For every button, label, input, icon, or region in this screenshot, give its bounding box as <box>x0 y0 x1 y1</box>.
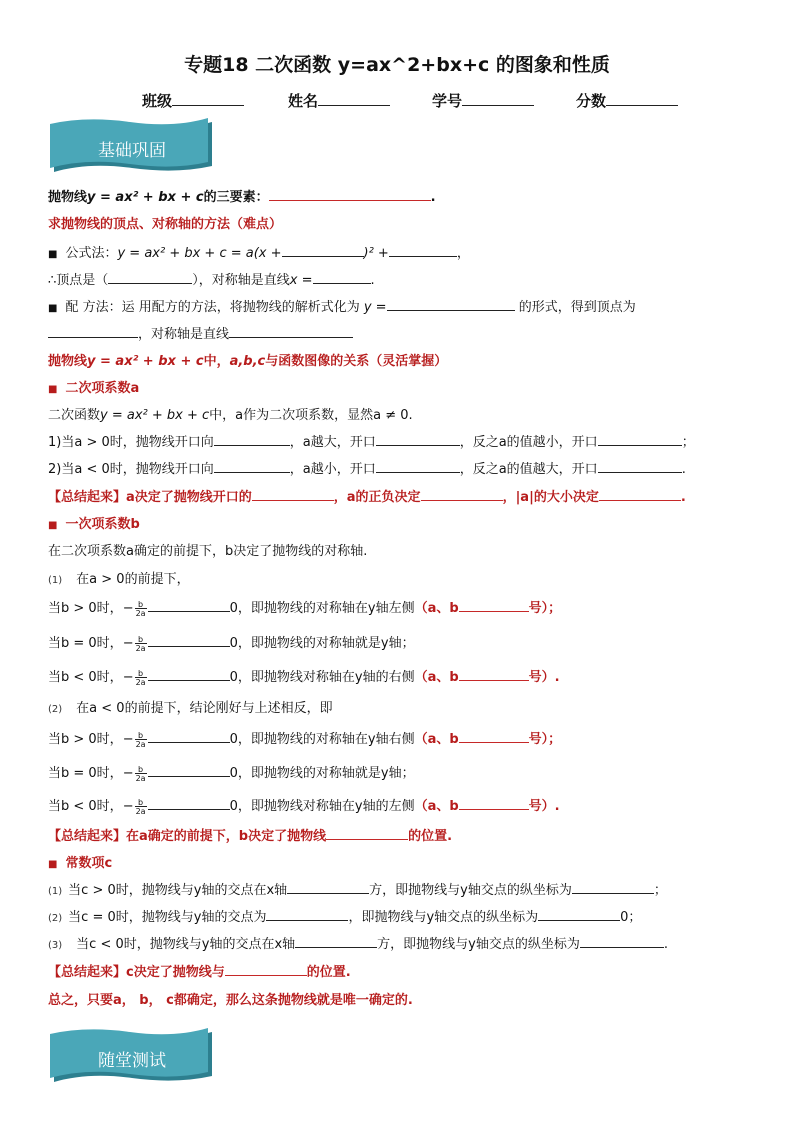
text: 的位置. <box>306 965 351 980</box>
text: ， <box>456 246 470 261</box>
denominator: 2a <box>135 773 146 783</box>
text: . <box>680 490 686 505</box>
text: ，即抛物线的对称轴在y轴左侧 <box>237 601 415 616</box>
text: 号）. <box>528 799 560 814</box>
text: 0 <box>229 732 238 747</box>
minus-sign: − <box>122 732 134 747</box>
text: 1)当a > 0时，抛物线开口向 <box>48 435 214 450</box>
text: ； <box>653 883 667 898</box>
section-banner-basic <box>48 118 216 174</box>
score-label: 分数 <box>576 92 607 110</box>
text: ，a越大，开口 <box>289 435 376 450</box>
formula: )² + <box>363 246 389 261</box>
text: 的形式，得到顶点为 <box>518 300 636 315</box>
coefficient-a-intro <box>48 404 413 423</box>
c-negative-line <box>48 933 668 952</box>
blank-k[interactable] <box>389 242 457 257</box>
id-label: 学号 <box>432 92 463 110</box>
text: （a、b <box>414 601 459 616</box>
text: 与函数图像的关系（灵活掌握） <box>265 354 448 369</box>
case-a-positive <box>48 568 190 587</box>
text: ，即抛物线的对称轴就是y轴； <box>237 766 415 781</box>
denominator: 2a <box>135 739 146 749</box>
text: 【总结起来】c决定了抛物线与 <box>48 965 225 980</box>
numerator: b <box>138 668 144 678</box>
vertex-blank-2[interactable] <box>48 323 138 338</box>
blank[interactable] <box>599 486 681 501</box>
text: 号）； <box>528 601 562 616</box>
blank[interactable] <box>459 728 529 743</box>
banner-label: 基础巩固 <box>98 141 166 161</box>
numerator: b <box>138 634 144 644</box>
blank-h[interactable] <box>282 242 364 257</box>
fraction <box>135 765 147 783</box>
text: ，a越小，开口 <box>289 462 376 477</box>
formula: a,b,c <box>229 354 266 369</box>
text: 抛物线 <box>48 190 88 205</box>
text: 0 <box>229 636 238 651</box>
blank[interactable] <box>572 879 654 894</box>
summary-a <box>48 486 686 505</box>
denominator: 2a <box>135 806 146 816</box>
blank[interactable] <box>459 666 529 681</box>
case-number: (2) <box>48 913 63 924</box>
case-number: (1) <box>48 575 63 586</box>
formula: y = ax² + bx + c <box>100 408 210 423</box>
conclusion: 总之，只要a， b， c都确定，那么这条抛物线就是唯一确定的. <box>48 993 413 1008</box>
class-field <box>142 90 244 111</box>
fraction <box>135 731 147 749</box>
relationship-heading <box>48 350 447 369</box>
blank[interactable] <box>214 431 290 446</box>
numerator: b <box>138 764 144 774</box>
vertex-form-blank[interactable] <box>387 296 515 311</box>
b-negative-line-2 <box>48 795 560 816</box>
text: ，即抛物线与y轴交点的纵坐标为 <box>348 910 539 925</box>
coefficient-b-heading <box>48 513 140 532</box>
text: 当b > 0时， <box>48 732 123 747</box>
text: 当c < 0时，抛物线与y轴的交点在x轴 <box>76 937 296 952</box>
blank[interactable] <box>252 486 334 501</box>
b-zero-line-2 <box>48 762 415 783</box>
blank[interactable] <box>214 458 290 473</box>
coefficient-b-intro: 在二次项系数a确定的前提下，b决定了抛物线的对称轴. <box>48 544 368 559</box>
text: 0 <box>229 601 238 616</box>
text: 方，即抛物线与y轴交点的纵坐标为 <box>377 937 580 952</box>
text: ； <box>681 435 695 450</box>
text: 抛物线 <box>48 354 88 369</box>
text: 在a < 0的前提下，结论刚好与上述相反，即 <box>76 701 333 716</box>
c-zero-line <box>48 906 641 925</box>
text: （a、b <box>414 670 459 685</box>
bullet-square-icon: ■ <box>48 249 58 260</box>
text: 当b < 0时， <box>48 670 123 685</box>
text: （a、b <box>414 732 459 747</box>
text: ，即抛物线对称轴在y轴的右侧 <box>237 670 415 685</box>
blank[interactable] <box>376 431 460 446</box>
section-banner-test <box>48 1028 216 1084</box>
minus-sign: − <box>122 799 134 814</box>
formula: x = <box>289 273 313 288</box>
text: 二次函数 <box>48 408 101 423</box>
summary-b <box>48 825 452 844</box>
text: ，a的正负决定 <box>333 490 421 505</box>
text: 中，a作为二次项系数，显然a ≠ 0. <box>209 408 413 423</box>
text: . <box>681 462 686 477</box>
constant-c-heading <box>48 852 112 871</box>
fraction <box>135 600 147 618</box>
blank[interactable] <box>148 597 230 612</box>
case-number: (3) <box>48 940 63 951</box>
axis-blank-2[interactable] <box>229 323 353 338</box>
blank[interactable] <box>376 458 460 473</box>
text: 0 <box>229 766 238 781</box>
bullet-square-icon: ■ <box>48 859 58 870</box>
coefficient-a-heading <box>48 377 139 396</box>
text: 常数项c <box>65 856 113 871</box>
name-field <box>288 90 390 111</box>
three-elements-line: 抛物线y = ax² + bx + c的三要素： . <box>48 186 436 205</box>
blank[interactable] <box>538 906 620 921</box>
method-heading: 求抛物线的顶点、对称轴的方法（难点） <box>48 217 283 232</box>
numerator: b <box>138 797 144 807</box>
text: 0； <box>620 910 642 925</box>
text: ），对称轴是直线 <box>192 273 290 288</box>
bullet-square-icon: ■ <box>48 384 58 395</box>
text: 号）； <box>528 732 562 747</box>
blank[interactable] <box>287 879 369 894</box>
text: . <box>370 273 375 288</box>
text: ，反之a的值越大，开口 <box>459 462 598 477</box>
denominator: 2a <box>135 608 146 618</box>
summary-c <box>48 961 351 980</box>
text: （a、b <box>414 799 459 814</box>
minus-sign: − <box>122 636 134 651</box>
fraction <box>135 798 147 816</box>
blank[interactable] <box>598 458 682 473</box>
vertex-blank[interactable] <box>108 269 192 284</box>
formula-method-line <box>48 242 470 261</box>
b-positive-line-2 <box>48 728 561 749</box>
formula: y = ax² + bx + c <box>87 190 204 205</box>
formula: y = <box>363 300 387 315</box>
text: ∴顶点是（ <box>48 273 109 288</box>
minus-sign: − <box>122 670 134 685</box>
b-negative-line-1 <box>48 666 560 687</box>
text: 2)当a < 0时，抛物线开口向 <box>48 462 214 477</box>
class-label: 班级 <box>142 92 173 110</box>
blank[interactable] <box>225 961 307 976</box>
completing-square-line-2 <box>48 323 353 342</box>
denominator: 2a <box>135 643 146 653</box>
text: 中， <box>203 354 230 369</box>
text: 【总结起来】在a确定的前提下，b决定了抛物线 <box>48 829 327 844</box>
text: 公式法： <box>65 246 118 261</box>
case-number: (1) <box>48 886 63 897</box>
score-blank[interactable] <box>606 91 678 106</box>
blank[interactable] <box>148 795 230 810</box>
text: ，即抛物线对称轴在y轴的左侧 <box>237 799 415 814</box>
text: ，|a|的大小决定 <box>502 490 599 505</box>
three-elements-blank[interactable] <box>269 186 431 201</box>
text: 的位置. <box>408 829 453 844</box>
blank[interactable] <box>459 597 529 612</box>
id-field <box>432 90 534 111</box>
b-zero-line-1 <box>48 632 415 653</box>
text: 号）. <box>528 670 560 685</box>
text: 当c = 0时，抛物线与y轴的交点为 <box>68 910 267 925</box>
numerator: b <box>138 730 144 740</box>
text: 当c > 0时，抛物线与y轴的交点在x轴 <box>68 883 288 898</box>
text: 0 <box>229 670 238 685</box>
completing-square-line <box>48 296 636 315</box>
blank[interactable] <box>598 431 682 446</box>
blank[interactable] <box>459 795 529 810</box>
blank[interactable] <box>295 933 377 948</box>
text: 的三要素： <box>203 190 269 205</box>
text: 当b < 0时， <box>48 799 123 814</box>
text: 配 方法：运 用配方的方法，将抛物线的解析式化为 <box>65 300 360 315</box>
text: ，即抛物线的对称轴在y轴右侧 <box>237 732 415 747</box>
blank[interactable] <box>266 906 348 921</box>
text: 当b > 0时， <box>48 601 123 616</box>
c-positive-line <box>48 879 667 898</box>
score-field <box>576 90 678 111</box>
blank[interactable] <box>580 933 664 948</box>
formula: y = ax² + bx + c <box>87 354 204 369</box>
blank[interactable] <box>148 762 230 777</box>
axis-blank[interactable] <box>313 269 371 284</box>
minus-sign: − <box>122 601 134 616</box>
text: . <box>663 937 668 952</box>
text: 方，即抛物线与y轴交点的纵坐标为 <box>369 883 572 898</box>
a-positive-line <box>48 431 695 450</box>
b-positive-line-1 <box>48 597 561 618</box>
vertex-line <box>48 269 375 288</box>
text: 一次项系数b <box>65 517 140 532</box>
formula: y = ax² + bx + c = a(x + <box>117 246 282 261</box>
text: 当b = 0时， <box>48 766 123 781</box>
text: ，反之a的值越小，开口 <box>459 435 598 450</box>
a-negative-line <box>48 458 686 477</box>
banner-label: 随堂测试 <box>98 1051 166 1071</box>
id-blank[interactable] <box>462 91 534 106</box>
minus-sign: − <box>122 766 134 781</box>
bullet-square-icon: ■ <box>48 520 58 531</box>
case-number: (2) <box>48 704 63 715</box>
blank[interactable] <box>148 666 230 681</box>
text: 二次项系数a <box>65 381 140 396</box>
text: ，即抛物线的对称轴就是y轴； <box>237 636 415 651</box>
fraction <box>135 635 147 653</box>
class-blank[interactable] <box>172 91 244 106</box>
blank[interactable] <box>148 728 230 743</box>
denominator: 2a <box>135 677 146 687</box>
blank[interactable] <box>148 632 230 647</box>
blank[interactable] <box>421 486 503 501</box>
text: 在a > 0的前提下， <box>76 572 190 587</box>
numerator: b <box>138 599 144 609</box>
bullet-square-icon: ■ <box>48 303 58 314</box>
case-a-negative <box>48 697 333 716</box>
name-blank[interactable] <box>318 91 390 106</box>
fraction <box>135 669 147 687</box>
text: ，对称轴是直线 <box>138 327 230 342</box>
page-title: 专题18 二次函数 y=ax^2+bx+c 的图象和性质 <box>184 54 610 76</box>
blank[interactable] <box>326 825 408 840</box>
text: 0 <box>229 799 238 814</box>
text: 【总结起来】a决定了抛物线开口的 <box>48 490 252 505</box>
text: 当b = 0时， <box>48 636 123 651</box>
name-label: 姓名 <box>288 92 319 110</box>
